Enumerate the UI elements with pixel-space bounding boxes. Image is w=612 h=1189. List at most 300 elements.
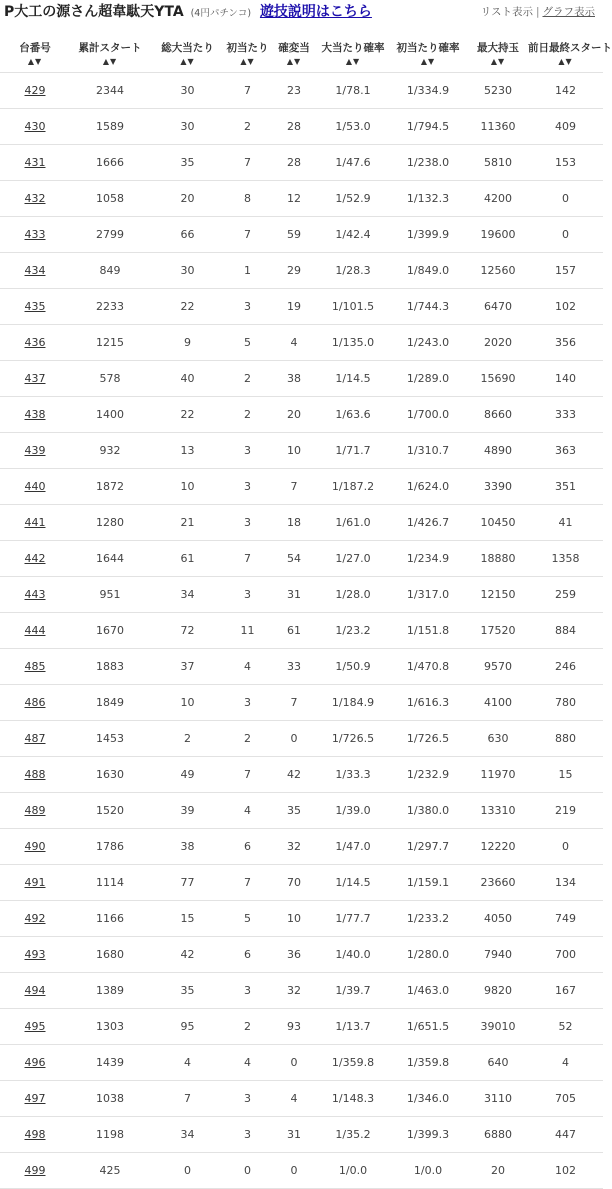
table-row: [0, 577, 603, 613]
first-hits-cell: 3: [225, 1081, 270, 1117]
kakuhen-hits-cell: 12: [270, 181, 318, 217]
max-balls-cell: 9820: [468, 973, 528, 1009]
column-header: [528, 36, 612, 73]
machine-number-cell: [0, 505, 70, 541]
total-jackpots-cell: 61: [150, 541, 225, 577]
first-hit-probability-cell: 1/0.0: [388, 1153, 468, 1189]
total-starts-cell: 1589: [70, 109, 150, 145]
table-row: [0, 937, 603, 973]
total-starts-cell: 849: [70, 253, 150, 289]
machine-number-cell: [0, 1009, 70, 1045]
max-balls-cell: 6880: [468, 1117, 528, 1153]
first-hits-cell: 2: [225, 109, 270, 145]
table-row: [0, 181, 603, 217]
prev-day-final-start-cell: 140: [528, 361, 603, 397]
first-hit-probability-cell: 1/234.9: [388, 541, 468, 577]
column-header: [225, 36, 270, 73]
prev-day-final-start-cell: 363: [528, 433, 603, 469]
table-row: [0, 397, 603, 433]
prev-day-final-start-cell: 153: [528, 145, 603, 181]
machine-number-cell: [0, 109, 70, 145]
sort-arrows-icon[interactable]: ▲▼: [558, 56, 573, 66]
prev-day-final-start-cell: 41: [528, 505, 603, 541]
machine-number-link[interactable]: 491: [24, 876, 46, 889]
column-header-label: 初当たり: [226, 41, 269, 54]
total-jackpots-cell: 9: [150, 325, 225, 361]
graph-view-link[interactable]: グラフ表示: [542, 6, 595, 18]
machine-number-cell: [0, 1117, 70, 1153]
kakuhen-hits-cell: 54: [270, 541, 318, 577]
machine-number-cell: [0, 217, 70, 253]
column-header: [70, 36, 150, 73]
kakuhen-hits-cell: 29: [270, 253, 318, 289]
total-starts-cell: 1453: [70, 721, 150, 757]
machine-number-link[interactable]: 436: [24, 336, 46, 349]
total-jackpots-cell: 35: [150, 973, 225, 1009]
machine-number-cell: [0, 325, 70, 361]
table-row: [0, 217, 603, 253]
machine-number-link[interactable]: 494: [24, 984, 46, 997]
machine-number-cell: [0, 829, 70, 865]
first-hits-cell: 4: [225, 793, 270, 829]
machine-number-cell: [0, 1153, 70, 1189]
total-jackpots-cell: 40: [150, 361, 225, 397]
total-starts-cell: 932: [70, 433, 150, 469]
machine-number-link[interactable]: 439: [24, 444, 46, 457]
prev-day-final-start-cell: 333: [528, 397, 603, 433]
max-balls-cell: 7940: [468, 937, 528, 973]
machine-number-link[interactable]: 444: [24, 624, 46, 637]
total-starts-cell: 1198: [70, 1117, 150, 1153]
page-title: [4, 1, 372, 21]
sort-arrows-icon[interactable]: ▲▼: [102, 56, 118, 66]
total-starts-cell: 425: [70, 1153, 150, 1189]
machine-number-cell: [0, 685, 70, 721]
first-hits-cell: 4: [225, 649, 270, 685]
table-row: [0, 649, 603, 685]
kakuhen-hits-cell: 61: [270, 613, 318, 649]
first-hits-cell: 7: [225, 541, 270, 577]
total-jackpots-cell: 20: [150, 181, 225, 217]
first-hits-cell: 3: [225, 685, 270, 721]
machine-number-link[interactable]: 429: [24, 84, 46, 97]
total-starts-cell: 2799: [70, 217, 150, 253]
first-hit-probability-cell: 1/238.0: [388, 145, 468, 181]
jackpot-probability-cell: 1/63.6: [318, 397, 388, 433]
column-header-label: 累計スタート: [78, 41, 142, 54]
table-row: [0, 1009, 603, 1045]
kakuhen-hits-cell: 93: [270, 1009, 318, 1045]
total-jackpots-cell: 95: [150, 1009, 225, 1045]
table-row: [0, 865, 603, 901]
prev-day-final-start-cell: 409: [528, 109, 603, 145]
total-starts-cell: 951: [70, 577, 150, 613]
prev-day-final-start-cell: 15: [528, 757, 603, 793]
column-header-label: 最大持玉: [477, 41, 519, 54]
machine-data-table: [0, 36, 612, 1189]
max-balls-cell: 4890: [468, 433, 528, 469]
first-hit-probability-cell: 1/159.1: [388, 865, 468, 901]
kakuhen-hits-cell: 4: [270, 325, 318, 361]
machine-number-cell: [0, 901, 70, 937]
first-hits-cell: 0: [225, 1153, 270, 1189]
first-hit-probability-cell: 1/297.7: [388, 829, 468, 865]
machine-number-link[interactable]: 431: [24, 156, 46, 169]
first-hit-probability-cell: 1/470.8: [388, 649, 468, 685]
total-jackpots-cell: 34: [150, 1117, 225, 1153]
machine-number-cell: [0, 145, 70, 181]
table-row: [0, 613, 603, 649]
first-hits-cell: 2: [225, 721, 270, 757]
jackpot-probability-cell: 1/135.0: [318, 325, 388, 361]
table-header-row: [0, 36, 603, 73]
total-jackpots-cell: 72: [150, 613, 225, 649]
first-hit-probability-cell: 1/849.0: [388, 253, 468, 289]
machine-number-cell: [0, 397, 70, 433]
jackpot-probability-cell: 1/14.5: [318, 361, 388, 397]
total-starts-cell: 1670: [70, 613, 150, 649]
max-balls-cell: 20: [468, 1153, 528, 1189]
kakuhen-hits-cell: 10: [270, 901, 318, 937]
table-row: [0, 757, 603, 793]
machine-number-link[interactable]: 485: [24, 660, 46, 673]
max-balls-cell: 640: [468, 1045, 528, 1081]
first-hit-probability-cell: 1/317.0: [388, 577, 468, 613]
jackpot-probability-cell: 1/78.1: [318, 73, 388, 109]
jackpot-probability-cell: 1/50.9: [318, 649, 388, 685]
total-starts-cell: 1849: [70, 685, 150, 721]
machine-number-link[interactable]: 499: [24, 1164, 46, 1177]
total-starts-cell: 578: [70, 361, 150, 397]
machine-number-cell: [0, 361, 70, 397]
view-separator: |: [535, 6, 540, 18]
total-jackpots-cell: 49: [150, 757, 225, 793]
first-hit-probability-cell: 1/399.3: [388, 1117, 468, 1153]
kakuhen-hits-cell: 59: [270, 217, 318, 253]
total-starts-cell: 1038: [70, 1081, 150, 1117]
kakuhen-hits-cell: 33: [270, 649, 318, 685]
column-header: [0, 36, 70, 73]
total-starts-cell: 2233: [70, 289, 150, 325]
machine-number-link[interactable]: 443: [24, 588, 46, 601]
table-row: [0, 109, 603, 145]
table-row: [0, 541, 603, 577]
table-row: [0, 325, 603, 361]
total-jackpots-cell: 77: [150, 865, 225, 901]
machine-number-link[interactable]: 432: [24, 192, 46, 205]
column-header-label: 総大当たり: [161, 41, 214, 54]
first-hit-probability-cell: 1/399.9: [388, 217, 468, 253]
prev-day-final-start-cell: 167: [528, 973, 603, 1009]
max-balls-cell: 3390: [468, 469, 528, 505]
machine-number-cell: [0, 577, 70, 613]
max-balls-cell: 8660: [468, 397, 528, 433]
kakuhen-hits-cell: 0: [270, 1045, 318, 1081]
kakuhen-hits-cell: 35: [270, 793, 318, 829]
total-jackpots-cell: 39: [150, 793, 225, 829]
machine-number-link[interactable]: 492: [24, 912, 46, 925]
jackpot-probability-cell: 1/61.0: [318, 505, 388, 541]
first-hit-probability-cell: 1/233.2: [388, 901, 468, 937]
total-starts-cell: 1215: [70, 325, 150, 361]
column-header-label: 初当たり確率: [396, 41, 460, 54]
kakuhen-hits-cell: 32: [270, 829, 318, 865]
sort-arrows-icon[interactable]: ▲▼: [286, 56, 302, 66]
first-hit-probability-cell: 1/651.5: [388, 1009, 468, 1045]
jackpot-probability-cell: 1/101.5: [318, 289, 388, 325]
total-starts-cell: 1666: [70, 145, 150, 181]
jackpot-probability-cell: 1/39.7: [318, 973, 388, 1009]
prev-day-final-start-cell: 0: [528, 217, 603, 253]
kakuhen-hits-cell: 20: [270, 397, 318, 433]
prev-day-final-start-cell: 700: [528, 937, 603, 973]
total-starts-cell: 1303: [70, 1009, 150, 1045]
machine-number-link[interactable]: 487: [24, 732, 46, 745]
total-jackpots-cell: 38: [150, 829, 225, 865]
max-balls-cell: 4200: [468, 181, 528, 217]
view-switcher: [481, 4, 595, 19]
table-body: [0, 73, 603, 1189]
jackpot-probability-cell: 1/42.4: [318, 217, 388, 253]
machine-number-link[interactable]: 495: [24, 1020, 46, 1033]
column-header: [270, 36, 318, 73]
total-starts-cell: 1520: [70, 793, 150, 829]
machine-number-cell: [0, 73, 70, 109]
sort-arrows-icon[interactable]: ▲▼: [27, 56, 43, 66]
first-hits-cell: 7: [225, 757, 270, 793]
jackpot-probability-cell: 1/77.7: [318, 901, 388, 937]
max-balls-cell: 2020: [468, 325, 528, 361]
first-hit-probability-cell: 1/310.7: [388, 433, 468, 469]
column-header: [318, 36, 388, 73]
max-balls-cell: 13310: [468, 793, 528, 829]
first-hit-probability-cell: 1/289.0: [388, 361, 468, 397]
prev-day-final-start-cell: 52: [528, 1009, 603, 1045]
machine-number-link[interactable]: 437: [24, 372, 46, 385]
kakuhen-hits-cell: 36: [270, 937, 318, 973]
total-jackpots-cell: 37: [150, 649, 225, 685]
prev-day-final-start-cell: 880: [528, 721, 603, 757]
max-balls-cell: 4100: [468, 685, 528, 721]
first-hit-probability-cell: 1/346.0: [388, 1081, 468, 1117]
first-hit-probability-cell: 1/700.0: [388, 397, 468, 433]
jackpot-probability-cell: 1/52.9: [318, 181, 388, 217]
prev-day-final-start-cell: 780: [528, 685, 603, 721]
machine-number-link[interactable]: 498: [24, 1128, 46, 1141]
column-header: [468, 36, 528, 73]
first-hits-cell: 11: [225, 613, 270, 649]
max-balls-cell: 3110: [468, 1081, 528, 1117]
machine-number-cell: [0, 865, 70, 901]
jackpot-probability-cell: 1/0.0: [318, 1153, 388, 1189]
total-starts-cell: 1389: [70, 973, 150, 1009]
first-hit-probability-cell: 1/794.5: [388, 109, 468, 145]
machine-number-link[interactable]: 490: [24, 840, 46, 853]
list-view-link[interactable]: リスト表示: [480, 6, 533, 18]
jackpot-probability-cell: 1/71.7: [318, 433, 388, 469]
total-jackpots-cell: 34: [150, 577, 225, 613]
prev-day-final-start-cell: 259: [528, 577, 603, 613]
machine-number-link[interactable]: 489: [24, 804, 46, 817]
prev-day-final-start-cell: 356: [528, 325, 603, 361]
machine-number-link[interactable]: 434: [24, 264, 46, 277]
total-starts-cell: 1400: [70, 397, 150, 433]
first-hits-cell: 4: [225, 1045, 270, 1081]
machine-number-link[interactable]: 430: [24, 120, 46, 133]
sort-arrows-icon[interactable]: ▲▼: [490, 56, 506, 66]
total-jackpots-cell: 10: [150, 685, 225, 721]
jackpot-probability-cell: 1/148.3: [318, 1081, 388, 1117]
first-hits-cell: 3: [225, 973, 270, 1009]
max-balls-cell: 630: [468, 721, 528, 757]
total-jackpots-cell: 42: [150, 937, 225, 973]
sort-arrows-icon[interactable]: ▲▼: [180, 56, 195, 66]
sort-arrows-icon[interactable]: ▲▼: [345, 56, 361, 66]
machine-number-link[interactable]: 496: [24, 1056, 46, 1069]
prev-day-final-start-cell: 142: [528, 73, 603, 109]
kakuhen-hits-cell: 19: [270, 289, 318, 325]
kakuhen-hits-cell: 42: [270, 757, 318, 793]
max-balls-cell: 12150: [468, 577, 528, 613]
total-starts-cell: 1883: [70, 649, 150, 685]
max-balls-cell: 5810: [468, 145, 528, 181]
first-hits-cell: 5: [225, 325, 270, 361]
prev-day-final-start-cell: 351: [528, 469, 603, 505]
machine-number-link[interactable]: 435: [24, 300, 46, 313]
machine-number-link[interactable]: 497: [24, 1092, 46, 1105]
jackpot-probability-cell: 1/33.3: [318, 757, 388, 793]
prev-day-final-start-cell: 134: [528, 865, 603, 901]
prev-day-final-start-cell: 749: [528, 901, 603, 937]
kakuhen-hits-cell: 18: [270, 505, 318, 541]
first-hits-cell: 2: [225, 1009, 270, 1045]
column-header: [150, 36, 225, 73]
machine-number-cell: [0, 937, 70, 973]
table-row: [0, 1117, 603, 1153]
first-hit-probability-cell: 1/280.0: [388, 937, 468, 973]
machine-number-cell: [0, 613, 70, 649]
jackpot-probability-cell: 1/53.0: [318, 109, 388, 145]
total-starts-cell: 1166: [70, 901, 150, 937]
prev-day-final-start-cell: 102: [528, 289, 603, 325]
first-hit-probability-cell: 1/463.0: [388, 973, 468, 1009]
rate-subtitle: (4円パチンコ): [190, 8, 252, 19]
prev-day-final-start-cell: 447: [528, 1117, 603, 1153]
jackpot-probability-cell: 1/47.6: [318, 145, 388, 181]
table-row: [0, 361, 603, 397]
first-hit-probability-cell: 1/359.8: [388, 1045, 468, 1081]
machine-number-link[interactable]: 486: [24, 696, 46, 709]
machine-number-cell: [0, 757, 70, 793]
first-hit-probability-cell: 1/616.3: [388, 685, 468, 721]
jackpot-probability-cell: 1/726.5: [318, 721, 388, 757]
table-row: [0, 73, 603, 109]
prev-day-final-start-cell: 0: [528, 181, 603, 217]
first-hit-probability-cell: 1/232.9: [388, 757, 468, 793]
first-hit-probability-cell: 1/744.3: [388, 289, 468, 325]
table-row: [0, 685, 603, 721]
first-hit-probability-cell: 1/624.0: [388, 469, 468, 505]
max-balls-cell: 17520: [468, 613, 528, 649]
total-starts-cell: 1439: [70, 1045, 150, 1081]
first-hits-cell: 3: [225, 505, 270, 541]
kakuhen-hits-cell: 70: [270, 865, 318, 901]
machine-number-link[interactable]: 488: [24, 768, 46, 781]
total-starts-cell: 1680: [70, 937, 150, 973]
page-header: [0, 0, 603, 24]
total-jackpots-cell: 2: [150, 721, 225, 757]
machine-number-link[interactable]: 440: [24, 480, 46, 493]
max-balls-cell: 39010: [468, 1009, 528, 1045]
first-hits-cell: 6: [225, 937, 270, 973]
total-jackpots-cell: 22: [150, 289, 225, 325]
prev-day-final-start-cell: 157: [528, 253, 603, 289]
max-balls-cell: 10450: [468, 505, 528, 541]
first-hits-cell: 2: [225, 397, 270, 433]
machine-number-cell: [0, 181, 70, 217]
first-hits-cell: 2: [225, 361, 270, 397]
column-header-label: 大当たり確率: [321, 41, 385, 54]
machine-number-link[interactable]: 442: [24, 552, 46, 565]
table-row: [0, 901, 603, 937]
table-row: [0, 1045, 603, 1081]
jackpot-probability-cell: 1/23.2: [318, 613, 388, 649]
machine-number-link[interactable]: 433: [24, 228, 46, 241]
jackpot-probability-cell: 1/40.0: [318, 937, 388, 973]
sort-arrows-icon[interactable]: ▲▼: [420, 56, 436, 66]
machine-number-link[interactable]: 441: [24, 516, 46, 529]
max-balls-cell: 23660: [468, 865, 528, 901]
prev-day-final-start-cell: 246: [528, 649, 603, 685]
first-hits-cell: 1: [225, 253, 270, 289]
machine-number-link[interactable]: 493: [24, 948, 46, 961]
table-row: [0, 721, 603, 757]
machine-number-cell: [0, 793, 70, 829]
machine-number-cell: [0, 1045, 70, 1081]
column-header-label: 確変当: [278, 41, 310, 54]
jackpot-probability-cell: 1/359.8: [318, 1045, 388, 1081]
kakuhen-hits-cell: 32: [270, 973, 318, 1009]
machine-number-cell: [0, 469, 70, 505]
table-row: [0, 505, 603, 541]
machine-number-link[interactable]: 438: [24, 408, 46, 421]
kakuhen-hits-cell: 38: [270, 361, 318, 397]
total-jackpots-cell: 66: [150, 217, 225, 253]
first-hit-probability-cell: 1/334.9: [388, 73, 468, 109]
first-hits-cell: 8: [225, 181, 270, 217]
machine-number-cell: [0, 649, 70, 685]
play-explanation-link[interactable]: 遊技説明はこちら: [259, 4, 372, 20]
first-hit-probability-cell: 1/726.5: [388, 721, 468, 757]
total-jackpots-cell: 30: [150, 73, 225, 109]
total-jackpots-cell: 7: [150, 1081, 225, 1117]
total-jackpots-cell: 13: [150, 433, 225, 469]
total-jackpots-cell: 15: [150, 901, 225, 937]
max-balls-cell: 4050: [468, 901, 528, 937]
kakuhen-hits-cell: 28: [270, 109, 318, 145]
column-header-label: 前日最終スタート: [528, 41, 612, 54]
kakuhen-hits-cell: 28: [270, 145, 318, 181]
first-hits-cell: 3: [225, 1117, 270, 1153]
kakuhen-hits-cell: 0: [270, 1153, 318, 1189]
kakuhen-hits-cell: 7: [270, 685, 318, 721]
total-jackpots-cell: 10: [150, 469, 225, 505]
total-starts-cell: 1058: [70, 181, 150, 217]
sort-arrows-icon[interactable]: ▲▼: [240, 56, 255, 66]
table-row: [0, 253, 603, 289]
max-balls-cell: 11970: [468, 757, 528, 793]
table-row: [0, 289, 603, 325]
